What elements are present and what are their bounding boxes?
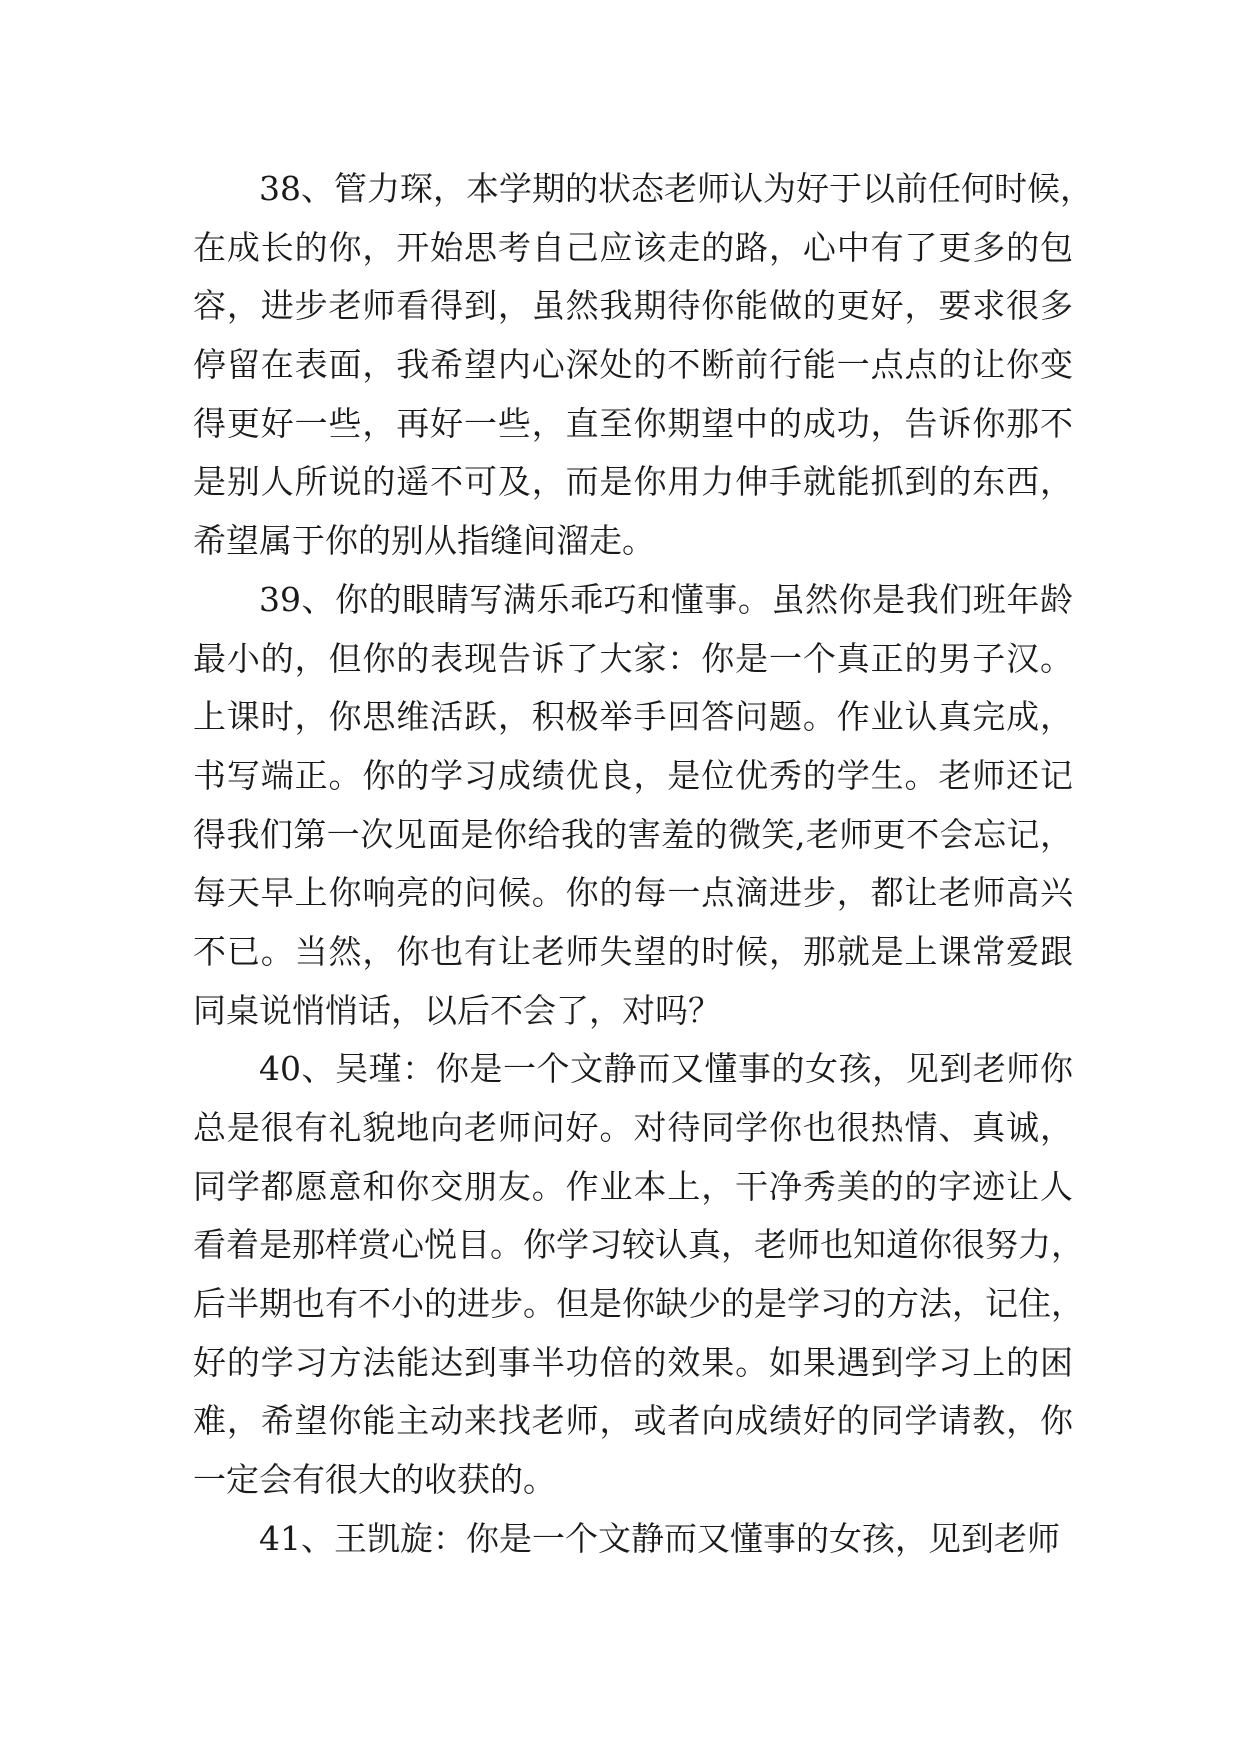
document-body bbox=[193, 160, 1093, 1569]
comment-paragraph bbox=[193, 160, 1093, 571]
text-line: 一定会有很大的收获的。 bbox=[193, 1460, 556, 1500]
text-line: 同学都愿意和你交朋友。作业本上，干净秀美的的字迹让人 bbox=[193, 1166, 1073, 1206]
text-line: 总是很有礼貌地向老师问好。对待同学你也很热情、真诚， bbox=[193, 1108, 1073, 1147]
text-line: 得更好一些，再好一些，直至你期望中的成功，告诉你那不 bbox=[193, 403, 1073, 443]
text-line: 不已。当然，你也有让老师失望的时候，那就是上课常爱跟 bbox=[193, 931, 1073, 971]
text-line: 40、吴瑾：你是一个文静而又懂事的女孩，见到老师你 bbox=[259, 1049, 1073, 1089]
text-line: 上课时，你思维活跃，积极举手回答问题。作业认真完成， bbox=[193, 697, 1073, 737]
text-line: 39、你的眼睛写满乐乖巧和懂事。虽然你是我们班年龄 bbox=[259, 579, 1073, 619]
comment-paragraph bbox=[193, 571, 1073, 1041]
text-line: 38、管力琛，本学期的状态老师认为好于以前任何时候， bbox=[259, 169, 1093, 208]
comment-paragraph bbox=[193, 1510, 1073, 1569]
text-line: 41、王凯旋：你是一个文静而又懂事的女孩，见到老师 bbox=[259, 1518, 1060, 1558]
text-line: 书写端正。你的学习成绩优良，是位优秀的学生。老师还记 bbox=[193, 755, 1073, 795]
comment-paragraph bbox=[193, 1040, 1084, 1510]
text-line: 希望属于你的别从指缝间溜走。 bbox=[193, 521, 655, 561]
text-line: 得我们第一次见面是你给我的害羞的微笑,老师更不会忘记， bbox=[193, 814, 1073, 854]
text-line: 看着是那样赏心悦目。你学习较认真，老师也知道你很努力， bbox=[193, 1225, 1084, 1265]
text-line: 难，希望你能主动来找老师，或者向成绩好的同学请教，你 bbox=[193, 1401, 1073, 1441]
text-line: 同桌说悄悄话，以后不会了，对吗？ bbox=[193, 990, 721, 1030]
text-line: 容，进步老师看得到，虽然我期待你能做的更好，要求很多 bbox=[193, 286, 1073, 326]
text-line: 最小的，但你的表现告诉了大家：你是一个真正的男子汉。 bbox=[193, 638, 1073, 678]
text-line: 每天早上你响亮的问候。你的每一点滴进步，都让老师高兴 bbox=[193, 873, 1073, 913]
text-line: 好的学习方法能达到事半功倍的效果。如果遇到学习上的困 bbox=[193, 1342, 1073, 1382]
text-line: 停留在表面，我希望内心深处的不断前行能一点点的让你变 bbox=[193, 345, 1073, 385]
text-line: 在成长的你，开始思考自己应该走的路，心中有了更多的包 bbox=[193, 227, 1073, 267]
text-line: 后半期也有不小的进步。但是你缺少的是学习的方法，记住， bbox=[193, 1284, 1084, 1324]
text-line: 是别人所说的遥不可及，而是你用力伸手就能抓到的东西， bbox=[193, 462, 1073, 502]
